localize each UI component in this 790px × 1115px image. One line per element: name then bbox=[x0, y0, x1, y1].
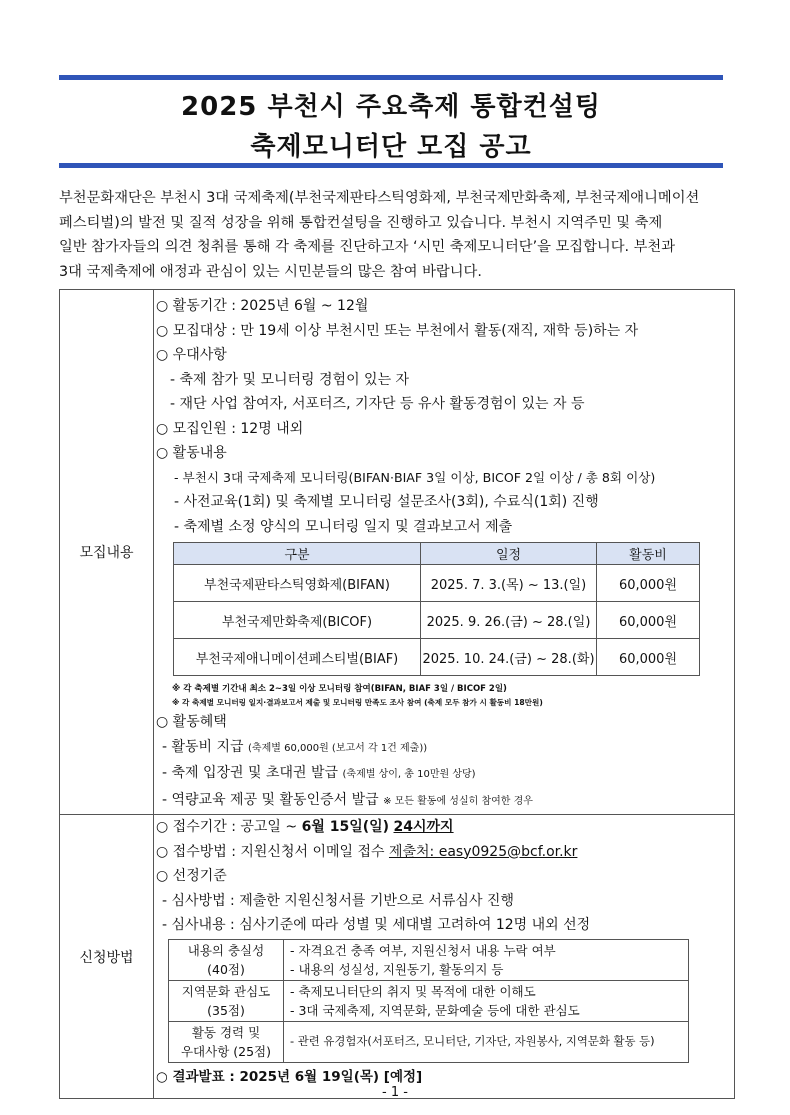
intro-paragraph bbox=[59, 186, 735, 284]
intro-line: 부천문화재단은 부천시 3대 국제축제(부천국제판타스틱영화제, 부천국제만화축제, 부천국제애니메이션 bbox=[59, 190, 700, 206]
schedule-name: 부천국제만화축제(BICOF) bbox=[174, 602, 421, 639]
criteria-row bbox=[169, 980, 689, 1021]
apply-period-time: 24시까지 bbox=[393, 819, 454, 835]
criteria-table bbox=[168, 939, 689, 1063]
recruit-content bbox=[154, 290, 735, 815]
schedule-fee: 60,000원 bbox=[597, 602, 700, 639]
apply-method bbox=[156, 840, 734, 865]
page-number: - 1 - bbox=[382, 1085, 408, 1100]
activity-title: ○ 활동내용 bbox=[156, 445, 227, 461]
apply-content bbox=[154, 815, 735, 1099]
info-table bbox=[59, 289, 735, 1099]
criteria-desc bbox=[284, 939, 689, 980]
intro-line: 일반 참가자들의 의견 청취를 통해 각 축제를 진단하고자 ‘시민 축제모니터단’을 모집합니다. 부천과 bbox=[59, 239, 676, 255]
benefit-item bbox=[156, 761, 734, 788]
activity-item: - 축제별 소정 양식의 모니터링 일지 및 결과보고서 제출 bbox=[174, 518, 513, 535]
criteria-name-line: 지역문화 관심도 bbox=[181, 983, 271, 999]
recruit-label: 모집내용 bbox=[60, 290, 154, 815]
criteria-row bbox=[169, 1021, 689, 1062]
benefit-item bbox=[156, 788, 734, 815]
apply-label: 신청방법 bbox=[60, 815, 154, 1099]
benefit-note: (축제별 60,000원 (보고서 각 1건 제출)) bbox=[248, 742, 428, 754]
schedule-fee: 60,000원 bbox=[597, 639, 700, 676]
pref-item: - 축제 참가 및 모니터링 경험이 있는 자 bbox=[170, 371, 410, 388]
benefit-text: - 활동비 지급 bbox=[162, 738, 244, 755]
benefit-note: (축제별 상이, 총 10만원 상당) bbox=[342, 769, 476, 780]
page-subtitle: 축제모니터단 모집 공고 bbox=[250, 132, 532, 162]
criteria-desc-line: - 내용의 성실성, 지원동기, 활동의지 등 bbox=[290, 961, 504, 977]
apply-period-date: 6월 15일(일) bbox=[301, 819, 390, 835]
schedule-date: 2025. 7. 3.(목) ~ 13.(일) bbox=[421, 565, 597, 602]
schedule-table bbox=[173, 542, 700, 676]
criteria-desc-line: - 관련 유경험자(서포터즈, 모니터단, 기자단, 자원봉사, 지역문화 활동 등) bbox=[290, 1034, 655, 1048]
apply-method-prefix: ○ 접수방법 : 지원신청서 이메일 접수 bbox=[156, 843, 389, 860]
benefit-text: - 축제 입장권 및 초대권 발급 bbox=[162, 765, 339, 781]
bottom-rule bbox=[59, 163, 723, 168]
schedule-row bbox=[174, 602, 700, 639]
note: ※ 각 축제별 기간내 최소 2~3일 이상 모니터링 참여(BIFAN, BIAF 3일 / BICOF 2일) bbox=[172, 684, 507, 694]
recruit-target: ○ 모집대상 : 만 19세 이상 부천시민 또는 부천에서 활동(재직, 재학 등)하는 자 bbox=[156, 322, 639, 339]
schedule-name: 부천국제애니메이션페스티벌(BIAF) bbox=[174, 639, 421, 676]
criteria-item: - 심사방법 : 제출한 지원신청서를 기반으로 서류심사 진행 bbox=[162, 892, 514, 909]
schedule-row bbox=[174, 639, 700, 676]
schedule-row bbox=[174, 565, 700, 602]
criteria-name bbox=[169, 1021, 284, 1062]
criteria-score: (40점) bbox=[207, 961, 245, 977]
intro-line: 3대 국제축제에 애정과 관심이 있는 시민분들의 많은 참여 바랍니다. bbox=[59, 263, 482, 280]
apply-email-link[interactable]: 제출처: easy0925@bcf.or.kr bbox=[388, 843, 578, 860]
criteria-name-line: 활동 경력 및 bbox=[191, 1024, 261, 1040]
criteria-score: (35점) bbox=[207, 1002, 245, 1018]
criteria-name bbox=[169, 980, 284, 1021]
schedule-header: 구분 bbox=[174, 543, 421, 565]
recruit-period: ○ 활동기간 : 2025년 6월 ~ 12월 bbox=[156, 298, 369, 314]
activity-item: - 사전교육(1회) 및 축제별 모니터링 설문조사(3회), 수료식(1회) 진행 bbox=[174, 494, 599, 510]
intro-line: 페스티벌)의 발전 및 질적 성장을 위해 통합컨설팅을 진행하고 있습니다. 부천시 지역주민 및 축제 bbox=[59, 214, 663, 231]
criteria-desc bbox=[284, 980, 689, 1021]
activity-item: - 부천시 3대 국제축제 모니터링(BIFAN·BIAF 3일 이상, BICOF 2일 이상 / 총 8회 이상) bbox=[174, 469, 656, 485]
benefit-text: - 역량교육 제공 및 활동인증서 발급 bbox=[162, 791, 379, 808]
criteria-desc-line: - 축제모니터단의 취지 및 목적에 대한 이해도 bbox=[290, 983, 536, 999]
schedule-fee: 60,000원 bbox=[597, 565, 700, 602]
criteria-desc bbox=[284, 1021, 689, 1062]
schedule-date: 2025. 9. 26.(금) ~ 28.(일) bbox=[421, 602, 597, 639]
top-rule bbox=[59, 75, 723, 80]
criteria-row bbox=[169, 939, 689, 980]
benefit-title: ○ 활동혜택 bbox=[156, 714, 227, 730]
criteria-title: ○ 선정기준 bbox=[156, 868, 227, 884]
apply-period bbox=[156, 815, 734, 840]
schedule-header: 일정 bbox=[421, 543, 597, 565]
page-title: 2025 부천시 주요축제 통합컨설팅 bbox=[181, 92, 601, 122]
benefit-item bbox=[156, 735, 734, 762]
schedule-header: 활동비 bbox=[597, 543, 700, 565]
schedule-name: 부천국제판타스틱영화제(BIFAN) bbox=[174, 565, 421, 602]
criteria-desc-line: - 3대 국제축제, 지역문화, 문화예술 등에 대한 관심도 bbox=[290, 1002, 580, 1018]
recruit-count: ○ 모집인원 : 12명 내외 bbox=[156, 420, 304, 437]
pref-title: ○ 우대사항 bbox=[156, 347, 227, 363]
benefit-note: ※ 모든 활동에 성실히 참여한 경우 bbox=[383, 795, 533, 807]
criteria-name bbox=[169, 939, 284, 980]
result-announcement: ○ 결과발표 : 2025년 6월 19일(목) [예정] bbox=[156, 1068, 423, 1085]
criteria-score: 우대사항 (25점) bbox=[180, 1043, 271, 1059]
criteria-item: - 심사내용 : 심사기준에 따라 성별 및 세대별 고려하여 12명 내외 선정 bbox=[162, 917, 591, 933]
criteria-desc-line: - 자격요건 충족 여부, 지원신청서 내용 누락 여부 bbox=[290, 942, 556, 958]
apply-period-prefix: ○ 접수기간 : 공고일 ~ bbox=[156, 819, 302, 835]
criteria-name-line: 내용의 충실성 bbox=[187, 942, 265, 958]
schedule-date: 2025. 10. 24.(금) ~ 28.(화) bbox=[421, 639, 597, 676]
pref-item: - 재단 사업 참여자, 서포터즈, 기자단 등 유사 활동경험이 있는 자 등 bbox=[170, 396, 585, 412]
note: ※ 각 축제별 모니터링 일지·결과보고서 제출 및 모니터링 만족도 조사 참여 (축제 모두 참가 시 활동비 18만원) bbox=[172, 698, 543, 707]
